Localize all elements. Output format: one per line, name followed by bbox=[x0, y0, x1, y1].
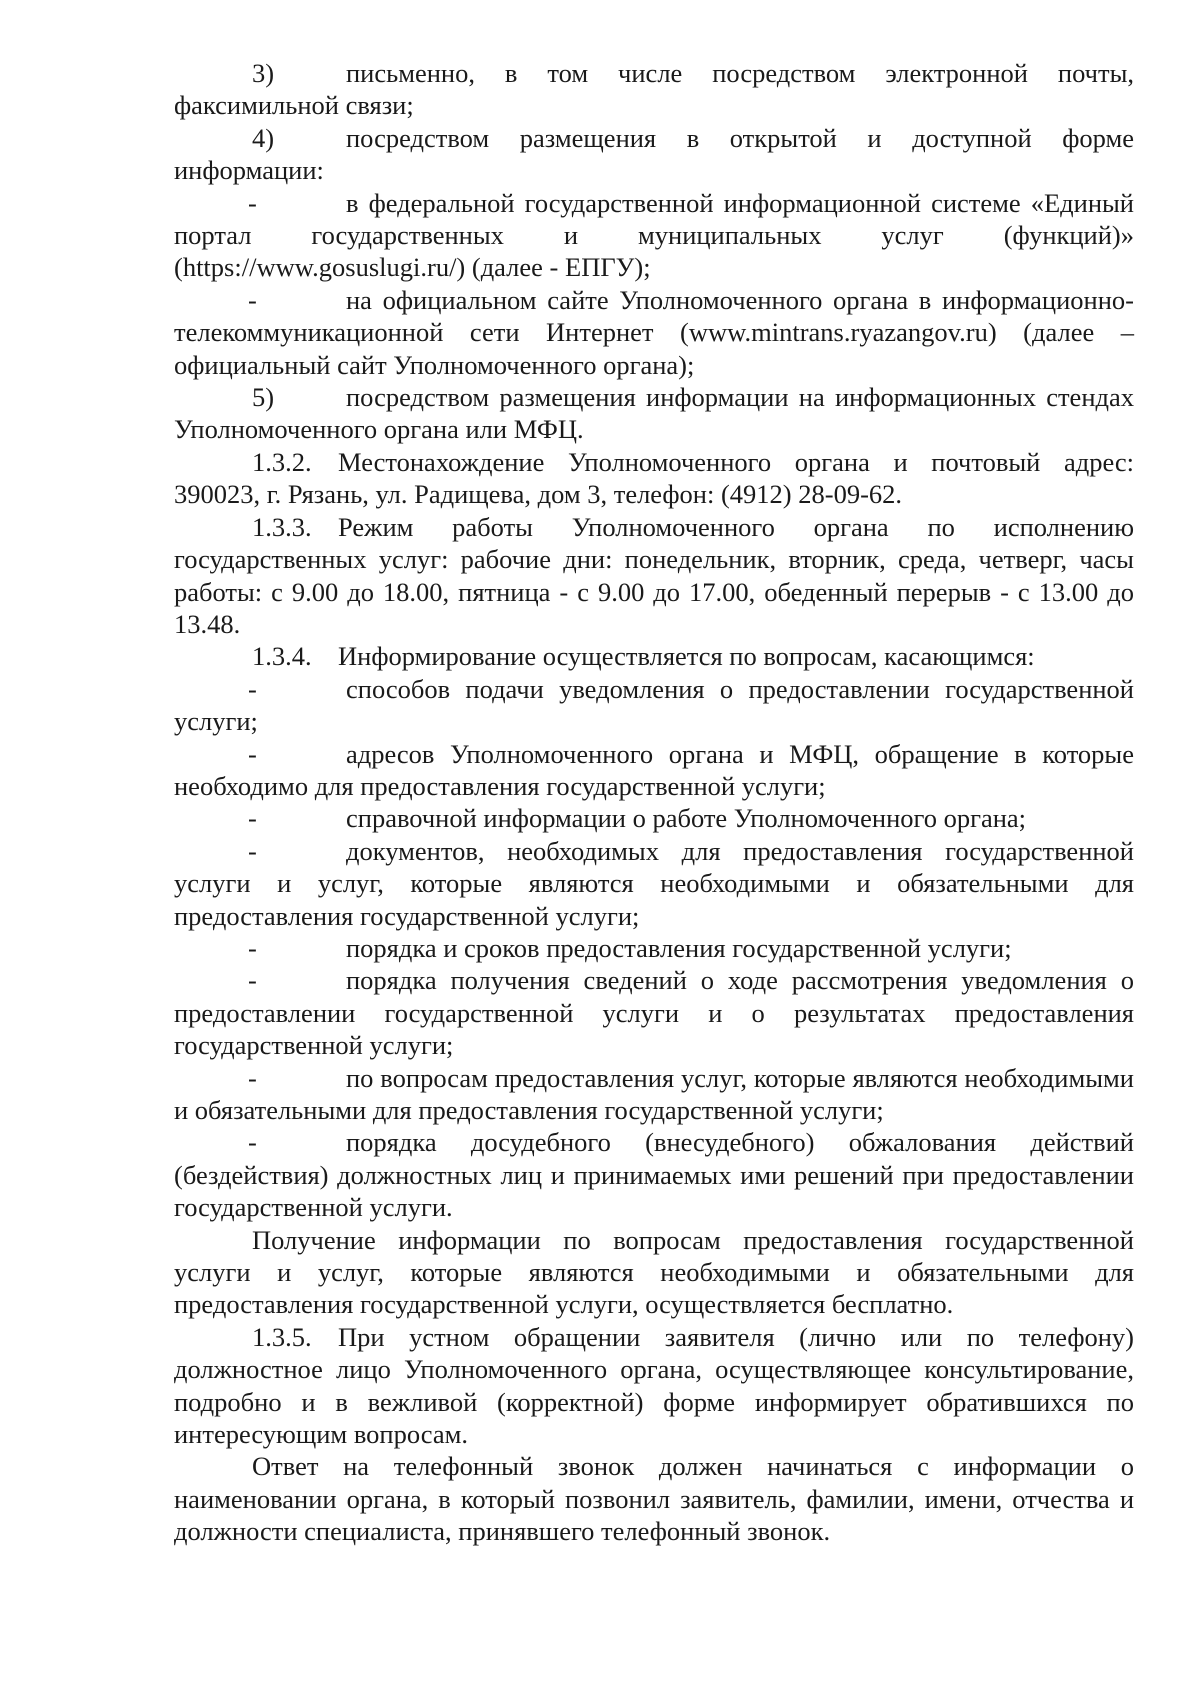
dash-marker: - bbox=[248, 932, 257, 963]
dash-marker: - bbox=[248, 965, 257, 996]
paragraph-text: посредством размещения информации на информационных стендах Уполномоченного органа или МФЦ. bbox=[174, 382, 1134, 445]
dash-item-related-services bbox=[174, 1062, 1134, 1127]
clause-number: 1.3.5. bbox=[252, 1321, 312, 1352]
paragraph-text: адресов Уполномоченного органа и МФЦ, обращение в которые необходимо для предоставления государственной услуги; bbox=[174, 738, 1134, 801]
paragraph-text: в федеральной государственной информационной системе «Единый портал государственных и муниципальных услуг (функций)» (https://www.gosuslugi.ru/) (далее - ЕПГУ); bbox=[174, 187, 1134, 283]
paragraph-text: порядка и сроков предоставления государственной услуги; bbox=[346, 932, 1012, 963]
clause-number: 1.3.3. bbox=[252, 511, 312, 542]
dash-marker: - bbox=[248, 673, 257, 704]
paragraph-text: справочной информации о работе Уполномоченного органа; bbox=[346, 803, 1027, 834]
dash-item-epgu bbox=[174, 187, 1134, 284]
dash-marker: - bbox=[248, 1127, 257, 1158]
dash-item-appeal bbox=[174, 1126, 1134, 1223]
paragraph-text: Информирование осуществляется по вопросам, касающимся: bbox=[338, 641, 1035, 672]
dash-marker: - bbox=[248, 187, 257, 218]
clause-1-3-2 bbox=[174, 446, 1134, 511]
clause-number: 1.3.2. bbox=[252, 446, 312, 477]
paragraph-text: на официальном сайте Уполномоченного органа в информационно-телекоммуникационной сети Интернет (www.mintrans.ryazangov.ru) (далее – официальный сайт Уполномоченного органа); bbox=[174, 284, 1134, 380]
paragraph-text: порядка досудебного (внесудебного) обжалования действий (бездействия) должностных лиц и принимаемых ими решений при предоставлении государственной услуги. bbox=[174, 1127, 1134, 1223]
paragraph-text: Получение информации по вопросам предоставления государственной услуги и услуг, которые являются необходимыми и обязательными для предоставления государственной услуги, осуществляется бесплатно. bbox=[174, 1224, 1134, 1320]
clause-number: 1.3.4. bbox=[252, 641, 312, 672]
list-item-4 bbox=[174, 122, 1134, 187]
paragraph-text: Режим работы Уполномоченного органа по исполнению государственных услуг: рабочие дни: понедельник, вторник, среда, четверг, часы работы: с 9.00 до 18.00, пятница - с 9.00 до 17.00, обеденный перерыв - с 13.00 до 13.48. bbox=[174, 511, 1134, 639]
paragraph-free-of-charge bbox=[174, 1224, 1134, 1321]
dash-marker: - bbox=[248, 835, 257, 866]
list-item-5 bbox=[174, 381, 1134, 446]
dash-marker: - bbox=[248, 284, 257, 315]
document-body bbox=[174, 57, 1134, 1548]
paragraph-text: способов подачи уведомления о предоставлении государственной услуги; bbox=[174, 673, 1134, 737]
dash-item-official-site bbox=[174, 284, 1134, 381]
dash-marker: - bbox=[248, 738, 257, 769]
clause-1-3-4 bbox=[174, 640, 1134, 672]
paragraph-text: Ответ на телефонный звонок должен начинаться с информации о наименовании органа, в который позвонил заявитель, фамилии, имени, отчества и должности специалиста, принявшего телефонный звонок. bbox=[174, 1451, 1134, 1547]
dash-item-procedure-terms bbox=[174, 932, 1134, 964]
clause-1-3-5 bbox=[174, 1321, 1134, 1451]
list-number: 5) bbox=[252, 382, 275, 413]
paragraph-text: порядка получения сведений о ходе рассмотрения уведомления о предоставлении государственной услуги и о результатах предоставления государственной услуги; bbox=[174, 965, 1134, 1061]
dash-item-status-info bbox=[174, 964, 1134, 1061]
dash-item-documents bbox=[174, 835, 1134, 932]
paragraph-text: письменно, в том числе посредством электронной почты, факсимильной связи; bbox=[174, 58, 1134, 121]
dash-marker: - bbox=[248, 1062, 257, 1093]
dash-item-submission-methods bbox=[174, 673, 1134, 738]
list-item-3 bbox=[174, 57, 1134, 122]
paragraph-text: Местонахождение Уполномоченного органа и почтовый адрес: 390023, г. Рязань, ул. Радищева, дом 3, телефон: (4912) 28-09-62. bbox=[174, 446, 1134, 510]
paragraph-text: документов, необходимых для предоставления государственной услуги и услуг, которые являются необходимыми и обязательными для предоставления государственной услуги; bbox=[174, 835, 1134, 931]
clause-1-3-3 bbox=[174, 511, 1134, 641]
dash-item-reference-info bbox=[174, 802, 1134, 834]
paragraph-phone-answer bbox=[174, 1450, 1134, 1547]
dash-item-addresses bbox=[174, 738, 1134, 803]
paragraph-text: посредством размещения в открытой и доступной форме информации: bbox=[174, 122, 1134, 186]
list-number: 3) bbox=[252, 58, 275, 88]
paragraph-text: по вопросам предоставления услуг, которые являются необходимыми и обязательными для предоставления государственной услуги; bbox=[174, 1062, 1134, 1125]
paragraph-text: При устном обращении заявителя (лично или по телефону) должностное лицо Уполномоченного органа, осуществляющее консультирование, подробно и в вежливой (корректной) форме информирует обратившихся по интересующим вопросам. bbox=[174, 1321, 1134, 1450]
list-number: 4) bbox=[252, 122, 275, 153]
dash-marker: - bbox=[248, 803, 257, 834]
